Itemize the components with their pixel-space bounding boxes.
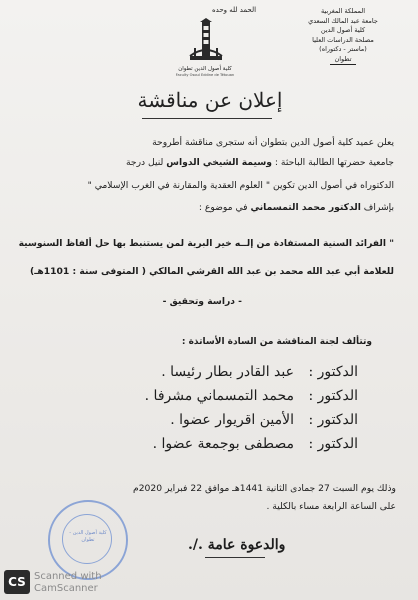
body-line-4-a: بإشراف: [360, 202, 394, 213]
official-stamp: [48, 500, 128, 580]
basmala: الحمد لله وحده: [212, 6, 257, 14]
scanner-line-1: Scanned with: [34, 571, 102, 582]
body-line-2: [18, 157, 394, 168]
page-title: إعلان عن مناقشة: [137, 88, 283, 112]
thesis-topic-line-3: - دراسة وتحقيق -: [162, 296, 242, 307]
date-line-1: وذلك يوم السبت 27 جمادى الثانية 1441هـ موافق 22 فبراير 2020م: [133, 483, 396, 494]
thesis-topic-line-1: " الفرائد السنية المستفادة من إلــه خير البرية لمن يستنبط بها حل ألفاظ السنوسية: [18, 238, 394, 249]
logo-caption: كلية أصول الدين تطوان: [178, 66, 232, 72]
masters-label: (ماستر - دكتوراه): [319, 45, 367, 53]
camscanner-watermark: [34, 571, 102, 595]
committee-member: [58, 364, 358, 380]
member-name: محمد التمسماني مشرفا .: [144, 388, 294, 404]
invitation-underline: [205, 557, 265, 558]
scanner-line-2: CamScanner: [34, 583, 98, 594]
committee-member: [58, 436, 358, 452]
body-line-2-b: لنيل درجة: [126, 157, 167, 168]
member-name: عبد القادر بطار رئيسا .: [161, 364, 294, 380]
committee-heading: وتتألف لجنة المناقشة من السادة الأساتذة :: [181, 337, 372, 347]
stamp-text: كلية أصول الدين - تطوان: [69, 530, 107, 543]
committee-member: [58, 388, 358, 404]
university-label: جامعة عبد المالك السعدي: [308, 16, 378, 25]
department-label: مصلحة الدراسات العليا: [312, 35, 374, 44]
supervisor-name: الدكتور محمد التمسماني: [250, 202, 361, 213]
invitation-text: والدعوة عامة ./.: [188, 537, 286, 553]
city-label: تطوان: [330, 55, 355, 66]
member-title: الدكتور :: [308, 436, 358, 452]
thesis-topic-line-2: للعلامة أبي عبد الله محمد بن عبد الله القرشي المالكي ( المتوفى سنة : 1101هـ): [30, 266, 394, 277]
member-name: الأمين اقريوار عضوا .: [170, 412, 294, 428]
body-line-3: الدكتوراه في أصول الدين تكوين " العلوم العقدية والمقارنة في الغرب الإسلامي ": [87, 180, 394, 191]
body-line-1: يعلن عميد كلية أصول الدين بتطوان أنه ستجرى مناقشة أطروحة: [152, 137, 394, 148]
student-name: وسيمة الشيخي الدواس: [166, 157, 272, 168]
camscanner-logo-icon: CS: [4, 570, 30, 594]
institution-header: [288, 7, 398, 65]
member-title: الدكتور :: [308, 412, 358, 428]
kingdom-label: المملكة المغربية: [320, 7, 366, 15]
member-name: مصطفى بوجمعة عضوا .: [152, 436, 294, 452]
faculty-label: كلية أصول الدين: [320, 26, 366, 34]
body-line-4-b: في موضوع :: [198, 202, 251, 213]
faculty-logo-icon: [186, 18, 226, 64]
title-underline: [142, 118, 272, 119]
body-line-2-a: جامعية حضرتها الطالبة الباحثة :: [271, 157, 394, 168]
member-title: الدكتور :: [308, 388, 358, 404]
committee-member: [58, 412, 358, 428]
body-line-4: [18, 202, 394, 213]
member-title: الدكتور :: [308, 364, 358, 380]
logo-subcaption: Faculty Osoul Eddine de Tétouan: [175, 73, 235, 77]
date-line-2: على الساعة الرابعة مساء بالكلية .: [266, 501, 396, 512]
